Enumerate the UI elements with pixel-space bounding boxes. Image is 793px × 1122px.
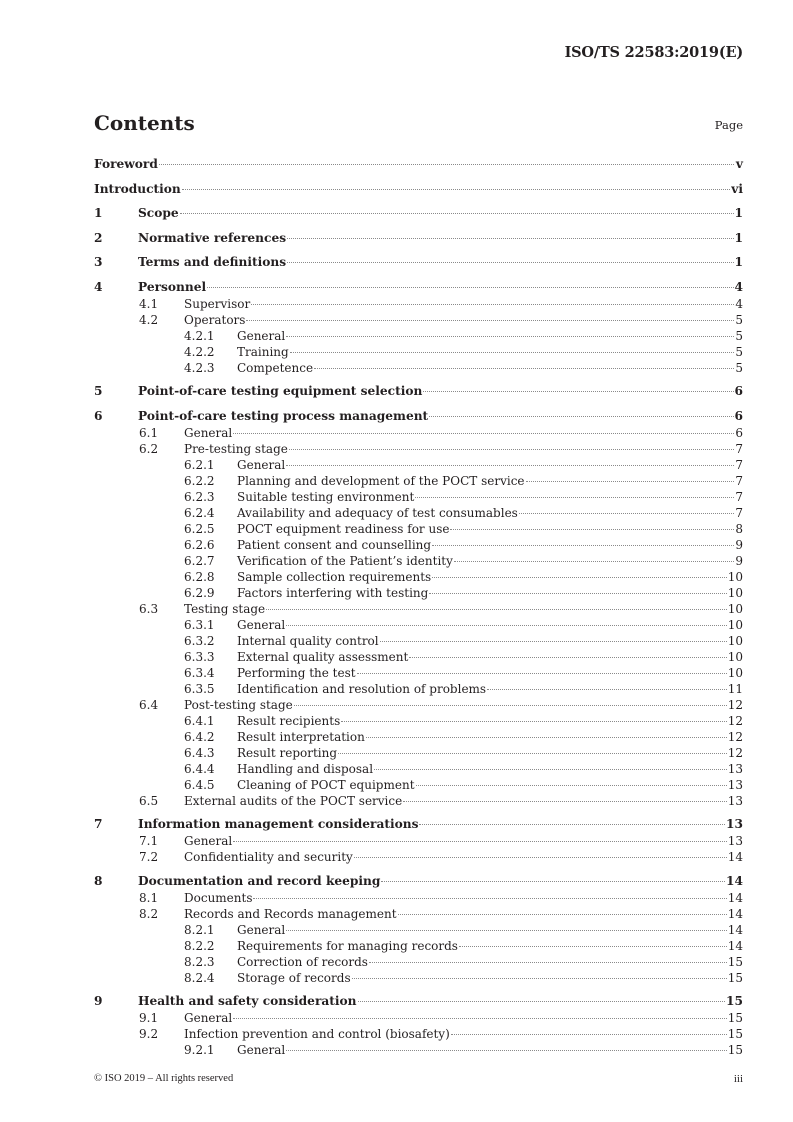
dot-leader — [459, 946, 727, 947]
toc-entry-page[interactable]: 10 — [727, 633, 743, 648]
toc-entry-title[interactable]: General — [237, 617, 286, 632]
toc-entry[interactable] — [94, 633, 743, 649]
toc-entry-number: 9 — [94, 994, 103, 1008]
toc-entry[interactable] — [94, 970, 743, 986]
toc-entry-number: 6.5 — [139, 793, 159, 808]
toc-entry[interactable] — [94, 569, 743, 585]
toc-entry-title[interactable]: General — [237, 1043, 286, 1057]
toc-entry-number: 8.2.2 — [184, 938, 215, 953]
dot-leader — [381, 881, 725, 882]
toc-entry-title[interactable]: Post-testing stage — [184, 697, 293, 712]
toc-entry-title[interactable]: General — [237, 922, 286, 937]
toc-entry-number: 6.2.4 — [184, 505, 215, 520]
toc-entry-number: 7.2 — [139, 850, 159, 864]
document-identifier: ISO/TS 22583:2019(E) — [564, 44, 743, 61]
toc-entry-number: 6.2 — [139, 441, 159, 456]
toc-entry-number: 2 — [94, 230, 103, 245]
toc-entry[interactable] — [94, 181, 743, 198]
dot-leader — [251, 304, 734, 305]
toc-entry-number: 1 — [94, 206, 103, 220]
toc-entry-title[interactable]: Training — [237, 344, 289, 359]
toc-entry-page[interactable]: 14 — [727, 890, 743, 905]
toc-entry[interactable] — [94, 425, 743, 441]
dot-leader — [432, 577, 727, 578]
dot-leader — [352, 978, 727, 979]
toc-entry-title[interactable]: Normative references — [138, 230, 287, 245]
toc-entry-number: 7.1 — [139, 834, 159, 848]
toc-entry[interactable] — [94, 601, 743, 617]
toc-entry[interactable] — [94, 1042, 743, 1058]
toc-entry-page[interactable]: 9 — [735, 553, 743, 568]
dot-leader — [266, 609, 727, 610]
toc-entry-title[interactable]: Verification of the Patient’s identity — [237, 553, 453, 568]
toc-entry[interactable] — [94, 254, 743, 271]
toc-entry[interactable] — [94, 441, 743, 457]
toc-entry[interactable] — [94, 205, 743, 222]
toc-entry-number: 4.1 — [139, 296, 159, 311]
toc-entry[interactable] — [94, 938, 743, 954]
toc-entry[interactable] — [94, 156, 743, 173]
dot-leader — [380, 641, 727, 642]
toc-entry[interactable] — [94, 1010, 743, 1026]
toc-entry-title[interactable]: Cleaning of POCT equipment — [237, 777, 415, 792]
dot-leader — [416, 785, 727, 786]
toc-entry[interactable] — [94, 489, 743, 505]
toc-entry-number: 6.3.3 — [184, 649, 215, 664]
toc-entry-page[interactable]: 5 — [735, 328, 743, 343]
toc-entry-title[interactable]: Documentation and record keeping — [138, 873, 381, 888]
toc-entry-title[interactable]: Supervisor — [184, 296, 251, 311]
toc-entry-title[interactable]: General — [184, 425, 233, 440]
toc-entry-title[interactable]: Introduction — [94, 181, 181, 196]
dot-leader — [519, 513, 734, 514]
toc-entry[interactable] — [94, 816, 743, 833]
toc-entry-title[interactable]: Factors interfering with testing — [237, 585, 429, 600]
toc-entry-number: 4 — [94, 279, 103, 294]
toc-entry-page[interactable]: 12 — [727, 697, 743, 712]
toc-entry-page[interactable]: 14 — [727, 922, 743, 937]
toc-entry-number: 6.4.4 — [184, 761, 215, 776]
toc-entry[interactable] — [94, 279, 743, 296]
toc-entry-number: 6.3.5 — [184, 681, 215, 696]
toc-entry-number: 6.2.6 — [184, 537, 215, 552]
toc-entry-page[interactable]: 1 — [734, 206, 743, 220]
toc-entry[interactable] — [94, 344, 743, 360]
dot-leader — [286, 1050, 726, 1051]
toc-entry-number: 5 — [94, 384, 103, 398]
toc-entry-number: 6.2.9 — [184, 585, 215, 600]
toc-entry[interactable] — [94, 745, 743, 761]
dot-leader — [233, 1018, 726, 1019]
toc-entry-page[interactable]: 8 — [735, 521, 743, 536]
dot-leader — [253, 898, 726, 899]
toc-entry-page[interactable]: 14 — [726, 873, 743, 888]
toc-entry-title[interactable]: Performing the test — [237, 665, 356, 680]
toc-entry-page[interactable]: 10 — [727, 585, 743, 600]
toc-entry-title[interactable]: External quality assessment — [237, 649, 409, 664]
toc-entry-title[interactable]: Health and safety consideration — [138, 994, 357, 1008]
copyright-notice: © ISO 2019 – All rights reserved — [94, 1073, 234, 1084]
toc-entry-number: 6.3.2 — [184, 633, 215, 648]
dot-leader — [287, 238, 733, 239]
toc-entry[interactable] — [94, 665, 743, 681]
dot-leader — [366, 737, 727, 738]
dot-leader — [358, 1001, 726, 1002]
toc-entry-title[interactable]: Terms and definitions — [138, 255, 287, 269]
toc-entry-title[interactable]: External audits of the POCT service — [184, 793, 403, 808]
toc-entry-title[interactable]: Point-of-care testing equipment selection — [138, 384, 423, 398]
toc-entry-page[interactable]: 7 — [735, 489, 743, 504]
dot-leader — [290, 352, 734, 353]
toc-entry-page[interactable]: v — [735, 157, 743, 171]
dot-leader — [294, 705, 727, 706]
toc-entry[interactable] — [94, 408, 743, 425]
toc-entry[interactable] — [94, 473, 743, 489]
toc-entry-number: 6.1 — [139, 425, 159, 440]
toc-entry-title[interactable]: Planning and development of the POCT service — [237, 473, 525, 488]
toc-entry-number: 7 — [94, 817, 103, 831]
toc-entry-title[interactable]: General — [184, 1011, 233, 1025]
toc-entry-page[interactable]: 5 — [735, 312, 743, 327]
toc-entry-number: 4.2.2 — [184, 344, 215, 359]
dot-leader — [286, 336, 734, 337]
toc-entry-page[interactable]: 10 — [727, 649, 743, 664]
toc-entry[interactable] — [94, 505, 743, 521]
toc-entry-page[interactable]: 12 — [727, 745, 743, 760]
dot-leader — [419, 824, 725, 825]
toc-entry-page[interactable]: 10 — [727, 601, 743, 616]
dot-leader — [526, 481, 734, 482]
dot-leader — [354, 857, 727, 858]
dot-leader — [415, 497, 734, 498]
toc-entry-title[interactable]: Sample collection requirements — [237, 569, 432, 584]
toc-entry[interactable] — [94, 521, 743, 537]
table-of-contents — [94, 156, 743, 1058]
toc-entry-number: 8.2 — [139, 906, 159, 921]
toc-entry-page[interactable]: 1 — [734, 230, 743, 245]
toc-entry[interactable] — [94, 681, 743, 697]
toc-entry-number: 6.4 — [139, 697, 159, 712]
toc-entry[interactable] — [94, 873, 743, 890]
dot-leader — [429, 416, 733, 417]
toc-entry-number: 3 — [94, 255, 103, 269]
toc-entry[interactable] — [94, 585, 743, 601]
toc-entry-page[interactable]: 13 — [727, 761, 743, 776]
toc-entry-number: 8.2.1 — [184, 922, 215, 937]
toc-entry-title[interactable]: General — [237, 457, 286, 472]
dot-leader — [314, 368, 734, 369]
toc-entry[interactable] — [94, 1026, 743, 1042]
toc-entry-title[interactable]: Result recipients — [237, 713, 341, 728]
contents-heading: Contents — [94, 111, 195, 135]
dot-leader — [246, 320, 734, 321]
toc-entry-page[interactable]: 5 — [735, 360, 743, 375]
toc-entry-title[interactable]: Competence — [237, 360, 314, 375]
toc-entry-title[interactable]: Internal quality control — [237, 633, 379, 648]
toc-entry-number: 4.2.3 — [184, 360, 215, 375]
dot-leader — [403, 801, 727, 802]
toc-entry[interactable] — [94, 849, 743, 865]
toc-entry[interactable] — [94, 713, 743, 729]
toc-entry-page[interactable]: 13 — [727, 777, 743, 792]
toc-entry[interactable] — [94, 230, 743, 247]
toc-entry-title[interactable]: Suitable testing environment — [237, 489, 415, 504]
page-number: iii — [733, 1073, 743, 1085]
toc-entry-number: 4.2.1 — [184, 328, 215, 343]
toc-entry-page[interactable]: 1 — [734, 255, 743, 269]
toc-entry[interactable] — [94, 457, 743, 473]
toc-entry-number: 9.1 — [139, 1011, 159, 1025]
toc-entry-number: 6 — [94, 408, 103, 423]
toc-entry-title[interactable]: Handling and disposal — [237, 761, 374, 776]
toc-entry[interactable] — [94, 649, 743, 665]
toc-entry-page[interactable]: 5 — [735, 344, 743, 359]
dot-leader — [207, 287, 733, 288]
dot-leader — [429, 593, 726, 594]
toc-entry-title[interactable]: Operators — [184, 312, 246, 327]
toc-entry-number: 6.4.3 — [184, 745, 215, 760]
dot-leader — [398, 914, 727, 915]
dot-leader — [287, 262, 733, 263]
toc-entry-page[interactable]: 6 — [734, 408, 743, 423]
toc-entry-page[interactable]: 15 — [727, 1043, 743, 1057]
toc-entry-number: 8.2.4 — [184, 970, 215, 985]
toc-entry-number: 6.2.3 — [184, 489, 215, 504]
dot-leader — [423, 391, 733, 392]
toc-entry-number: 9.2 — [139, 1027, 159, 1041]
toc-entry-page[interactable]: 12 — [727, 729, 743, 744]
toc-entry-number: 6.4.1 — [184, 713, 215, 728]
dot-leader — [286, 465, 734, 466]
dot-leader — [454, 561, 734, 562]
toc-entry[interactable] — [94, 993, 743, 1010]
dot-leader — [159, 164, 734, 165]
dot-leader — [233, 841, 726, 842]
toc-entry-page[interactable]: 15 — [727, 954, 743, 969]
toc-entry-page[interactable]: 9 — [735, 537, 743, 552]
toc-entry-page[interactable]: 10 — [727, 569, 743, 584]
dot-leader — [341, 721, 726, 722]
toc-entry-page[interactable]: 6 — [735, 425, 743, 440]
toc-entry[interactable] — [94, 890, 743, 906]
toc-entry-title[interactable]: Correction of records — [237, 954, 368, 969]
toc-entry-page[interactable]: 11 — [727, 681, 743, 696]
dot-leader — [289, 449, 734, 450]
toc-entry[interactable] — [94, 296, 743, 312]
dot-leader — [487, 689, 727, 690]
toc-entry-title[interactable]: Availability and adequacy of test consumables — [237, 505, 518, 520]
toc-entry-page[interactable]: 15 — [727, 1011, 743, 1025]
toc-entry[interactable] — [94, 793, 743, 809]
toc-entry[interactable] — [94, 617, 743, 633]
toc-entry-title[interactable]: Foreword — [94, 157, 158, 171]
toc-entry-title[interactable]: Personnel — [138, 279, 207, 294]
dot-leader — [409, 657, 726, 658]
toc-entry[interactable] — [94, 697, 743, 713]
toc-entry-title[interactable]: Confidentiality and security — [184, 850, 353, 864]
dot-leader — [374, 769, 727, 770]
toc-entry[interactable] — [94, 360, 743, 376]
dot-leader — [180, 213, 734, 214]
toc-entry-title[interactable]: Scope — [138, 206, 179, 220]
toc-entry-title[interactable]: General — [237, 328, 286, 343]
dot-leader — [450, 529, 734, 530]
toc-entry-title[interactable]: Point-of-care testing process management — [138, 408, 429, 423]
toc-entry-page[interactable]: 7 — [735, 457, 743, 472]
toc-entry-title[interactable]: Requirements for managing records — [237, 938, 458, 953]
toc-entry[interactable] — [94, 729, 743, 745]
toc-entry-page[interactable]: 15 — [727, 970, 743, 985]
toc-entry-number: 6.4.5 — [184, 777, 215, 792]
toc-entry-title[interactable]: Result interpretation — [237, 729, 365, 744]
toc-entry[interactable] — [94, 537, 743, 553]
toc-entry-title[interactable]: Infection prevention and control (biosafety) — [184, 1027, 450, 1041]
toc-entry-page[interactable]: 10 — [727, 665, 743, 680]
toc-entry-number: 6.2.1 — [184, 457, 215, 472]
toc-entry-page[interactable]: 7 — [735, 505, 743, 520]
toc-entry-number: 4.2 — [139, 312, 159, 327]
toc-entry-number: 6.3.4 — [184, 665, 215, 680]
toc-entry-number: 9.2.1 — [184, 1043, 215, 1057]
toc-entry-page[interactable]: 13 — [727, 793, 743, 808]
toc-entry[interactable] — [94, 906, 743, 922]
toc-entry[interactable] — [94, 312, 743, 328]
dot-leader — [233, 433, 734, 434]
toc-entry[interactable] — [94, 954, 743, 970]
toc-entry[interactable] — [94, 553, 743, 569]
dot-leader — [357, 673, 727, 674]
dot-leader — [369, 962, 727, 963]
toc-entry-page[interactable]: vi — [731, 181, 743, 196]
toc-entry-page[interactable]: 10 — [727, 617, 743, 632]
dot-leader — [286, 930, 726, 931]
toc-entry-page[interactable]: 12 — [727, 713, 743, 728]
dot-leader — [432, 545, 734, 546]
toc-entry-title[interactable]: Result reporting — [237, 745, 338, 760]
toc-entry-page[interactable]: 4 — [735, 296, 743, 311]
toc-entry-page[interactable]: 7 — [735, 441, 743, 456]
toc-entry[interactable] — [94, 777, 743, 793]
toc-entry-title[interactable]: Pre-testing stage — [184, 441, 288, 456]
toc-entry-title[interactable]: General — [184, 834, 233, 848]
toc-entry-page[interactable]: 14 — [727, 906, 743, 921]
toc-entry-number: 6.3 — [139, 601, 159, 616]
toc-entry-page[interactable]: 13 — [727, 834, 743, 848]
toc-entry-title[interactable]: Records and Records management — [184, 906, 397, 921]
toc-entry-number: 6.2.7 — [184, 553, 215, 568]
toc-entry[interactable] — [94, 833, 743, 849]
toc-entry-number: 6.4.2 — [184, 729, 215, 744]
toc-entry-title[interactable]: Information management considerations — [138, 817, 419, 831]
dot-leader — [182, 189, 730, 190]
toc-entry[interactable] — [94, 328, 743, 344]
toc-entry-page[interactable]: 14 — [727, 938, 743, 953]
toc-entry-number: 8.2.3 — [184, 954, 215, 969]
toc-entry[interactable] — [94, 922, 743, 938]
dot-leader — [286, 625, 726, 626]
toc-entry-number: 6.3.1 — [184, 617, 215, 632]
toc-entry-title[interactable]: Patient consent and counselling — [237, 537, 432, 552]
toc-entry-page[interactable]: 14 — [727, 850, 743, 864]
toc-entry-page[interactable]: 6 — [734, 384, 743, 398]
toc-entry-number: 6.2.8 — [184, 569, 215, 584]
page-column-label: Page — [714, 118, 743, 132]
toc-entry-number: 6.2.5 — [184, 521, 215, 536]
toc-entry[interactable] — [94, 761, 743, 777]
dot-leader — [338, 753, 727, 754]
toc-entry-title[interactable]: Identification and resolution of problems — [237, 681, 487, 696]
toc-entry-title[interactable]: Testing stage — [184, 601, 266, 616]
toc-entry-page[interactable]: 7 — [735, 473, 743, 488]
toc-entry[interactable] — [94, 383, 743, 400]
dot-leader — [451, 1034, 727, 1035]
toc-entry-number: 6.2.2 — [184, 473, 215, 488]
toc-entry-page[interactable]: 13 — [726, 817, 743, 831]
toc-entry-page[interactable]: 15 — [726, 994, 743, 1008]
toc-entry-page[interactable]: 15 — [727, 1027, 743, 1041]
toc-entry-page[interactable]: 4 — [734, 279, 743, 294]
toc-entry-title[interactable]: Storage of records — [237, 970, 351, 985]
toc-entry-title[interactable]: Documents — [184, 890, 253, 905]
toc-entry-title[interactable]: POCT equipment readiness for use — [237, 521, 450, 536]
toc-entry-number: 8 — [94, 873, 103, 888]
toc-entry-number: 8.1 — [139, 890, 159, 905]
